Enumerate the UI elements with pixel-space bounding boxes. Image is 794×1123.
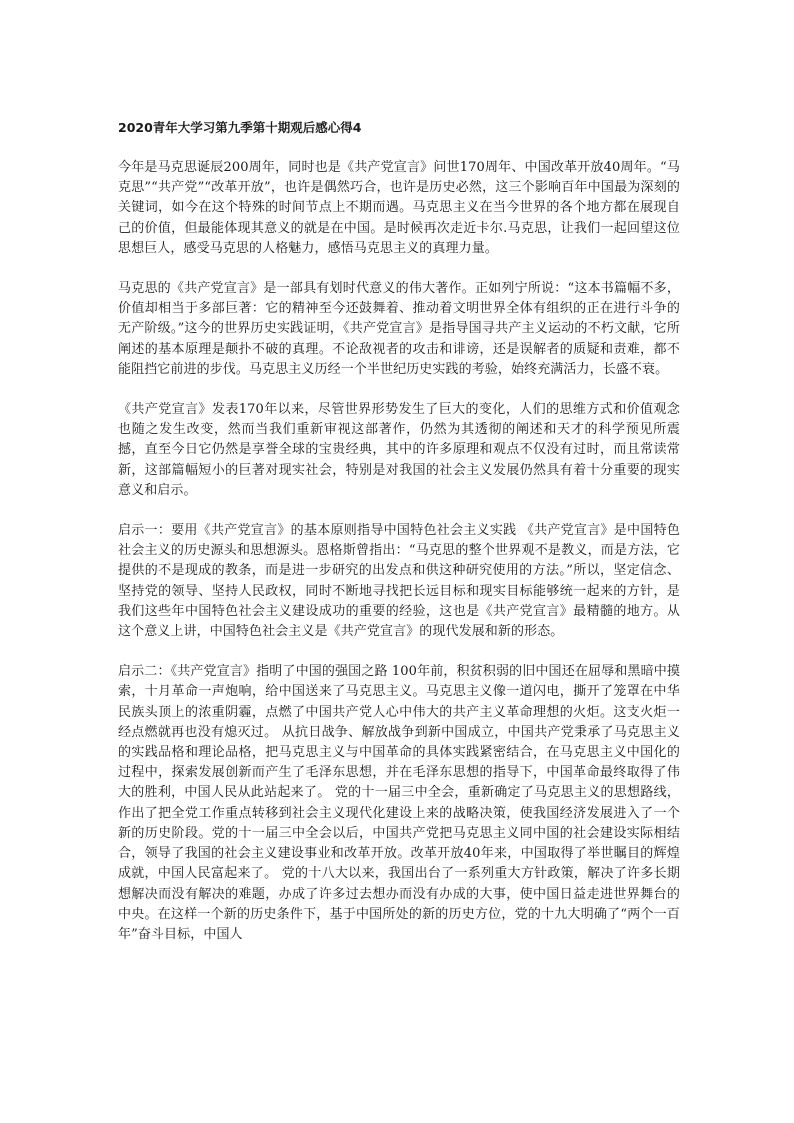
document-title: 2020青年大学习第九季第十期观后感心得4 bbox=[118, 120, 362, 135]
paragraph-3: 《共产党宣言》发表170年以来，尽管世界形势发生了巨大的变化，人们的思维方式和价值观念也随之发生改变，然而当我们重新审视这部著作，仍然为其透彻的阐述和天才的科学预见所震撼，直至今日它仍然是享誉全球的宝贵经典，其中的许多原理和观点不仅没有过时，而且常读常新，这部篇幅短小的巨著对现实社会，特别是对我国的社会主义发展仍然具有着十分重要的现实意义和启示。 bbox=[118, 402, 680, 498]
paragraph-4: 启示一：要用《共产党宣言》的基本原则指导中国特色社会主义实践 《共产党宣言》是中国特色社会主义的历史源头和思想源头。恩格斯曾指出：“马克思的整个世界观不是教义，而是方法，它提供的不是现成的教条，而是进一步研究的出发点和供这种研究使用的方法。”所以，坚定信念、坚持党的领导、坚持人民政权，同时不断地寻找把长远目标和现实目标能够统一起来的方针，是我们这些年中国特色社会主义建设成功的重要的经验，这也是《共产党宣言》最精髓的地方。从这个意义上讲，中国特色社会主义是《共产党宣言》的现代发展和新的形态。 bbox=[118, 523, 680, 640]
paragraph-2: 马克思的《共产党宣言》是一部具有划时代意义的伟大著作。正如列宁所说：“这本书篇幅不多，价值却相当于多部巨著：它的精神至今还鼓舞着、推动着文明世界全体有组织的正在进行斗争的无产阶级。”这今的世界历史实践证明，《共产党宣言》是指导国寻共产主义运动的不朽文献，它所阐述的基本原理是颠扑不破的真理。不论敌视者的攻击和诽谤，还是误解者的质疑和责难，都不能阻挡它前进的步伐。马克思主义历经一个半世纪历史实践的考验，始终充满活力，长盛不衰。 bbox=[118, 281, 680, 377]
document-page bbox=[118, 118, 680, 965]
paragraph-5: 启示二：《共产党宣言》指明了中国的强国之路 100年前，积贫积弱的旧中国还在屈辱和黑暗中摸索，十月革命一声炮响，给中国送来了马克思主义。马克思主义像一道闪电，撕开了笼罩在中华民族头顶上的浓重阴霾，点燃了中国共产党人心中伟大的共产主义革命理想的火炬。这支火炬一经点燃就再也没有熄灭过。 从抗日战争、解放战争到新中国成立，中国共产党秉承了马克思主义的实践品格和理论品格，把马克思主义与中国革命的具体实践紧密结合，在马克思主义中国化的过程中，探索发展创新而产生了毛泽东思想，并在毛泽东思想的指导下，中国革命最终取得了伟大的胜利，中国人民从此站起来了。 党的十一届三中全会，重新确定了马克思主义的思想路线，作出了把全党工作重点转移到社会主义现代化建设上来的战略决策，使我国经济发展进入了一个新的历史阶段。党的十一届三中全会以后，中国共产党把马克思主义同中国的社会建设实际相结合，领导了我国的社会主义建设事业和改革开放。改革开放40年来，中国取得了举世瞩目的辉煌成就，中国人民富起来了。 党的十八大以来，我国出台了一系列重大方针政策，解决了许多长期想解决而没有解决的难题，办成了许多过去想办而没有办成的大事，使中国日益走进世界舞台的中央。在这样一个新的历史条件下，基于中国所处的新的历史方位，党的十九大明确了“两个一百年”奋斗目标，中国人 bbox=[118, 664, 680, 942]
paragraph-1: 今年是马克思诞辰200周年，同时也是《共产党宣言》问世170周年、中国改革开放40周年。“马克思”“共产党”“改革开放”，也许是偶然巧合，也许是历史必然，这三个影响百年中国最为深刻的关键词，如今在这个特殊的时间节点上不期而遇。马克思主义在当今世界的各个地方都在展现自己的价值，但最能体现其意义的就是在中国。是时候再次走近卡尔.马克思，让我们一起回望这位思想巨人，感受马克思的人格魅力，感悟马克思主义的真理力量。 bbox=[118, 160, 680, 256]
